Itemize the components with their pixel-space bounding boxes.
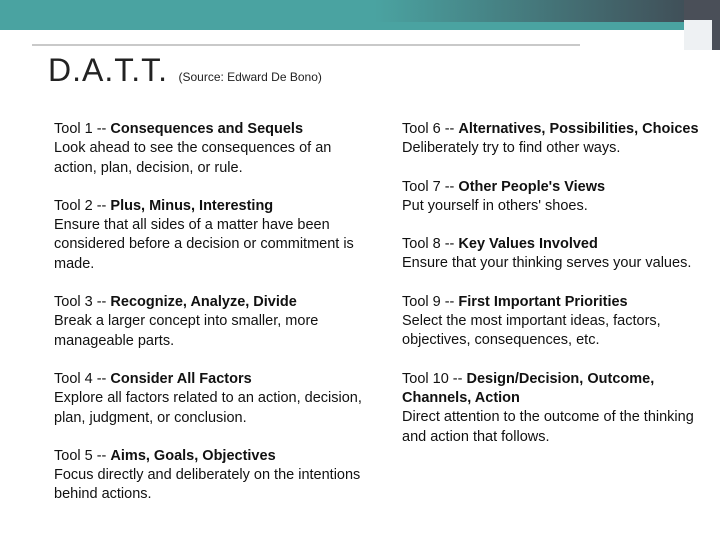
tool-name: Aims, Goals, Objectives xyxy=(110,447,276,464)
tool-item xyxy=(402,178,702,217)
tool-description: Put yourself in others' shoes. xyxy=(402,197,588,214)
tool-number: Tool 2 -- xyxy=(54,197,107,214)
tool-description: Ensure that your thinking serves your values. xyxy=(402,255,692,272)
tools-right-column xyxy=(402,120,702,447)
page-title xyxy=(48,52,322,89)
tool-number: Tool 9 -- xyxy=(402,293,455,310)
tool-name: Design/Decision, Outcome, Channels, Action xyxy=(402,370,655,406)
tool-item xyxy=(54,120,374,178)
tool-number: Tool 7 -- xyxy=(402,178,455,195)
tool-description: Look ahead to see the consequences of an action, plan, decision, or rule. xyxy=(54,140,332,176)
tool-item xyxy=(402,235,702,274)
tool-number: Tool 6 -- xyxy=(402,121,455,137)
tool-item xyxy=(54,197,374,274)
corner-accent-inset xyxy=(684,20,712,50)
tool-name: Key Values Involved xyxy=(458,236,598,253)
tool-item xyxy=(402,370,702,447)
tool-description: Select the most important ideas, factors, objectives, consequences, etc. xyxy=(402,313,661,349)
tool-number: Tool 1 -- xyxy=(54,121,107,137)
tool-description: Break a larger concept into smaller, more manageable parts. xyxy=(54,313,319,349)
tool-description: Direct attention to the outcome of the thinking and action that follows. xyxy=(402,409,694,445)
tool-number: Tool 3 -- xyxy=(54,294,107,311)
tool-name: Consequences and Sequels xyxy=(110,121,304,137)
header-band-shade xyxy=(0,0,720,22)
tool-item xyxy=(54,370,374,428)
tools-left-column xyxy=(54,120,374,505)
tool-number: Tool 4 -- xyxy=(54,370,107,387)
tool-description: Ensure that all sides of a matter have been considered before a decision or commitment is made. xyxy=(54,217,354,272)
tool-description: Deliberately try to find other ways. xyxy=(402,140,621,157)
title-source: (Source: Edward De Bono) xyxy=(178,70,322,84)
tool-name: Other People's Views xyxy=(458,178,606,195)
title-divider xyxy=(32,44,580,46)
tool-item xyxy=(54,293,374,351)
tool-description: Focus directly and deliberately on the intentions behind actions. xyxy=(54,467,361,503)
tool-number: Tool 8 -- xyxy=(402,236,455,253)
header-band-lower xyxy=(0,22,720,30)
tool-number: Tool 5 -- xyxy=(54,447,107,464)
tool-number: Tool 10 -- xyxy=(402,370,463,387)
title-text: D.A.T.T. xyxy=(48,52,169,88)
tool-item xyxy=(54,447,374,505)
tool-name: Plus, Minus, Interesting xyxy=(110,197,274,214)
tool-name: First Important Priorities xyxy=(458,293,628,310)
tool-name: Recognize, Analyze, Divide xyxy=(110,294,297,311)
tool-name: Alternatives, Possibilities, Choices xyxy=(458,121,699,137)
tool-item xyxy=(402,120,702,159)
tool-name: Consider All Factors xyxy=(110,370,252,387)
tool-description: Explore all factors related to an action, decision, plan, judgment, or conclusion. xyxy=(54,390,362,426)
tool-item xyxy=(402,293,702,351)
